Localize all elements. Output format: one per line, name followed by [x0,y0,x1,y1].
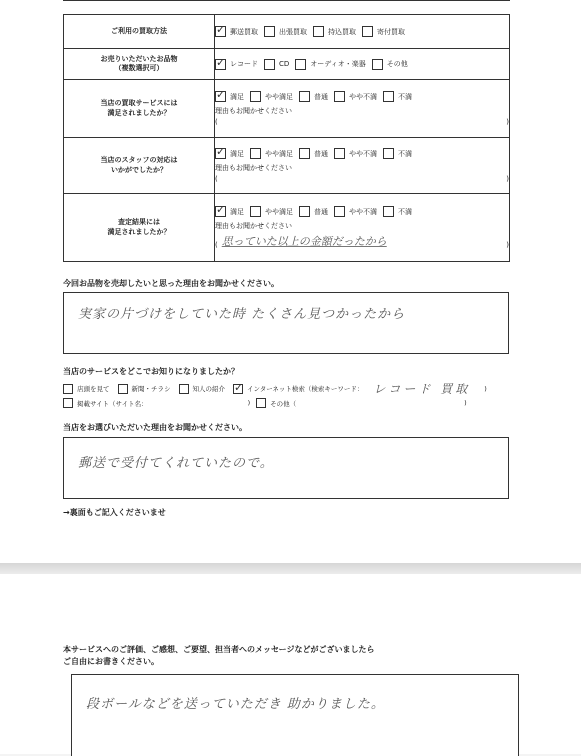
reason-label: 理由もお聞かせください [215,222,292,230]
checkbox[interactable] [313,26,324,37]
options-rating [215,91,509,102]
back-side-note: →裏面もご記入くださいませ [63,508,166,517]
question-sell-reason: 今回お品物を売却したいと思った理由をお聞かせください。 [63,279,279,288]
page-separator [0,563,581,574]
handwritten-comment: 段ボールなどを送っていただき 助かりました。 [86,697,385,712]
reason-field[interactable]: ( ) [215,118,509,126]
option-label: 満足 [230,92,244,101]
checkbox-friend[interactable] [179,384,189,394]
row-label: 当店の買取サービスには 満足されましたか？ [64,80,215,138]
checkbox-news[interactable] [118,384,128,394]
checkbox[interactable] [299,148,310,159]
checkbox[interactable] [334,148,345,159]
row-label: お売りいただいたお品物 （複数選択可） [64,49,215,80]
checkbox[interactable] [215,26,226,37]
survey-table [63,14,510,262]
checkbox[interactable] [383,206,394,217]
reason-label: 理由もお聞かせください [215,107,292,115]
reason-field[interactable]: ( ) [215,175,509,183]
sell-reason-box[interactable] [63,292,509,354]
row-items-sold [64,49,510,80]
back-question-line1: 本サービスへのご評価、ご感想、ご要望、担当者へのメッセージなどがございましたら [63,645,375,654]
option-label: オーディオ・楽器 [310,60,366,68]
how-known-options-row1: 店頭を見て 新聞・チラシ 知人の紹介 ✓ インターネット検索（検索キーワード： レコード 買取 ) [63,380,487,397]
choose-reason-box[interactable] [63,437,509,499]
checkbox[interactable] [299,206,310,217]
handwritten-sell-reason: 実家の片づけをしていた時 たくさん見つかったから [78,307,406,322]
option-label: やや満足 [265,149,293,158]
checkbox[interactable] [299,91,310,102]
row-service-satisfaction [64,80,510,138]
options-rating [215,206,509,217]
checkbox[interactable] [215,148,226,159]
handwritten-keyword: レコード 買取 [373,382,471,396]
option-label: CD [279,60,290,68]
checkbox-other[interactable] [256,398,266,408]
back-question-line2: ご自由にお書きください。 [63,657,159,666]
checkbox-net[interactable] [233,384,243,394]
option-label: 持込買取 [328,27,356,36]
option-label: 不満 [398,92,412,101]
back-comment-box[interactable] [71,674,519,756]
option-label: 普通 [314,149,328,158]
row-label: ご利用の買取方法 [64,15,215,49]
checkbox[interactable] [295,59,306,70]
handwritten-choose-reason: 郵送で受付てくれていたので。 [78,456,274,471]
question-choose-reason: 当店をお選びいただいた理由をお聞かせください。 [63,423,247,432]
checkbox[interactable] [215,206,226,217]
option-label: その他 [386,60,408,68]
how-known-options-row2: 掲載サイト（サイト名： ) その他（ ) [63,398,467,408]
option-label: やや不満 [349,207,377,216]
option-label: 満足 [230,149,244,158]
checkbox[interactable] [362,26,373,37]
checkbox[interactable] [334,206,345,217]
options-rating [215,148,509,159]
row-purchase-method [64,15,510,49]
checkbox-site[interactable] [63,398,73,408]
option-label: 郵送買取 [230,27,258,36]
checkbox[interactable] [383,91,394,102]
checkbox[interactable] [372,59,383,70]
row-staff-satisfaction [64,138,510,194]
row-appraisal-satisfaction [64,194,510,262]
checkbox[interactable] [215,59,226,70]
option-label: やや不満 [349,92,377,101]
option-label: レコード [230,60,258,68]
handwritten-reason: 思っていた以上の金額だったから [221,235,387,248]
options-items-sold [215,59,509,70]
option-label: やや満足 [265,92,293,101]
checkbox[interactable] [264,26,275,37]
option-label: 普通 [314,92,328,101]
checkbox[interactable] [250,206,261,217]
option-label: 寄付買取 [377,27,405,36]
checkbox[interactable] [383,148,394,159]
option-label: 出張買取 [279,27,307,36]
checkbox[interactable] [250,148,261,159]
reason-label: 理由もお聞かせください [215,164,292,172]
checkbox-store[interactable] [63,384,73,394]
option-label: やや不満 [349,149,377,158]
option-label: やや満足 [265,207,293,216]
survey-page-back [0,574,581,754]
checkbox[interactable] [264,59,275,70]
row-label: 査定結果には 満足されましたか？ [64,194,215,262]
checkbox[interactable] [334,91,345,102]
checkbox[interactable] [215,91,226,102]
option-label: 不満 [398,207,412,216]
option-label: 満足 [230,207,244,216]
row-label: 当店のスタッフの対応は いかがでしたか？ [64,138,215,194]
top-border-line [63,0,510,1]
question-how-known: 当店のサービスをどこでお知りになりましたか？ [63,367,239,376]
reason-field[interactable]: ( 思っていた以上の金額だったから ) [215,235,509,249]
option-label: 普通 [314,207,328,216]
options-purchase-method [215,26,509,37]
checkbox[interactable] [250,91,261,102]
option-label: 不満 [398,149,412,158]
